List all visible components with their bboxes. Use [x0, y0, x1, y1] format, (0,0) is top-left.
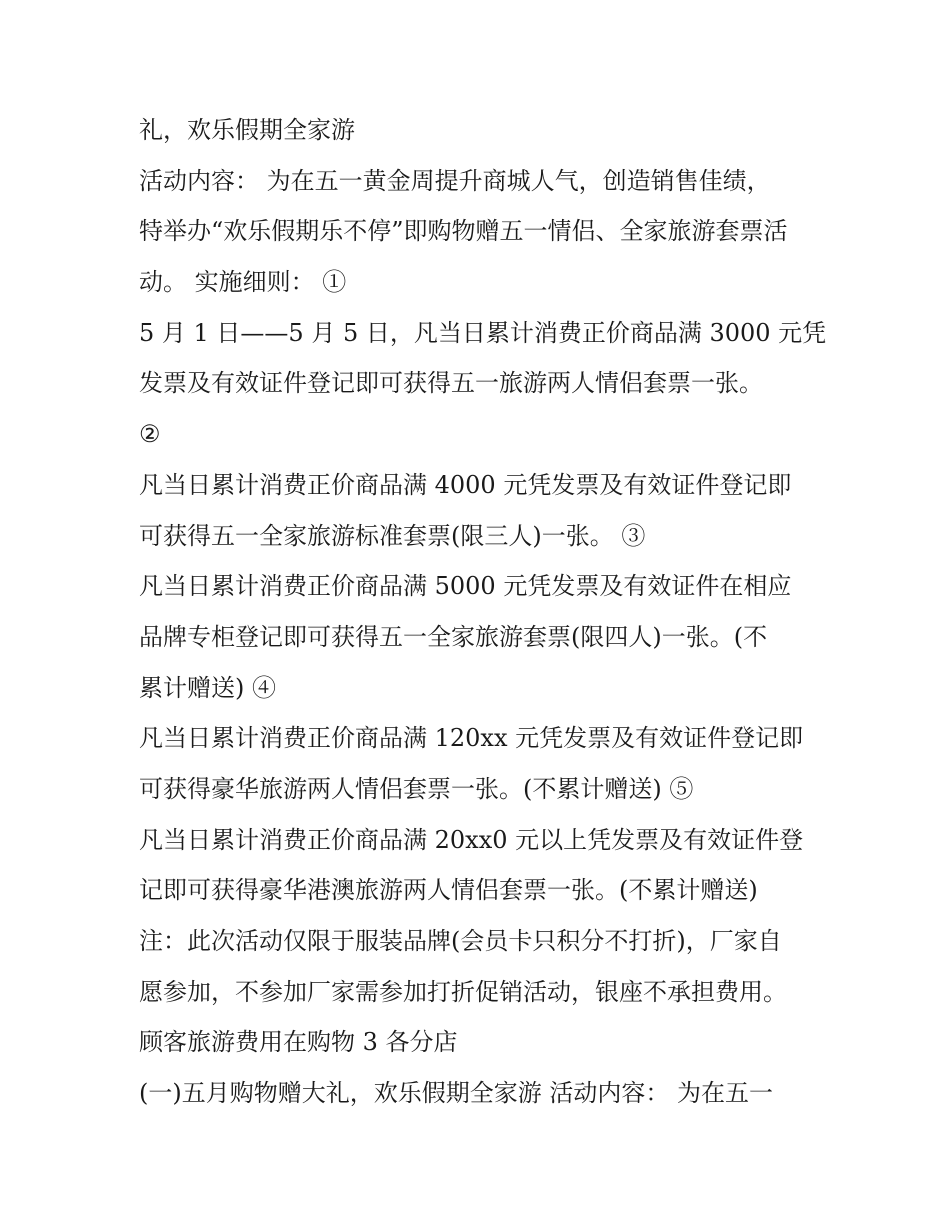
- text-line: 顾客旅游费用在购物 3 各分店: [139, 1028, 458, 1057]
- document-body: [139, 108, 827, 1122]
- text-line: (一)五月购物赠大礼，欢乐假期全家游 活动内容： 为在五一: [139, 1079, 773, 1108]
- text-line: 凡当日累计消费正价商品满 20xx0 元以上凭发票及有效证件登: [139, 825, 804, 854]
- text-line: 发票及有效证件登记即可获得五一旅游两人情侣套票一张。: [139, 369, 763, 398]
- text-line: ②: [139, 420, 161, 449]
- text-line: 动。 实施细则： ①: [139, 268, 347, 297]
- text-line: 活动内容： 为在五一黄金周提升商城人气，创造销售佳绩，: [139, 166, 771, 195]
- text-line: 记即可获得豪华港澳旅游两人情侣套票一张。(不累计赠送): [139, 876, 758, 905]
- text-line: 品牌专柜登记即可获得五一全家旅游套票(限四人)一张。(不: [139, 622, 768, 651]
- text-line: 凡当日累计消费正价商品满 120xx 元凭发票及有效证件登记即: [139, 724, 804, 753]
- text-line: 可获得五一全家旅游标准套票(限三人)一张。 ③: [139, 521, 646, 550]
- text-line: 礼，欢乐假期全家游: [139, 116, 355, 144]
- text-line: 5 月 1 日——5 月 5 日，凡当日累计消费正价商品满 3000 元凭: [139, 318, 827, 347]
- text-line: 凡当日累计消费正价商品满 5000 元凭发票及有效证件在相应: [139, 572, 792, 601]
- text-line: 愿参加，不参加厂家需参加打折促销活动，银座不承担费用。: [139, 977, 787, 1006]
- text-line: 累计赠送) ④: [139, 673, 276, 702]
- text-line: 可获得豪华旅游两人情侣套票一张。(不累计赠送) ⑤: [139, 774, 694, 803]
- text-line: 凡当日累计消费正价商品满 4000 元凭发票及有效证件登记即: [139, 470, 792, 499]
- text-line: 注：此次活动仅限于服装品牌(会员卡只积分不打折)，厂家自: [139, 927, 782, 955]
- text-line: 特举办“欢乐假期乐不停”即购物赠五一情侣、全家旅游套票活: [139, 217, 788, 246]
